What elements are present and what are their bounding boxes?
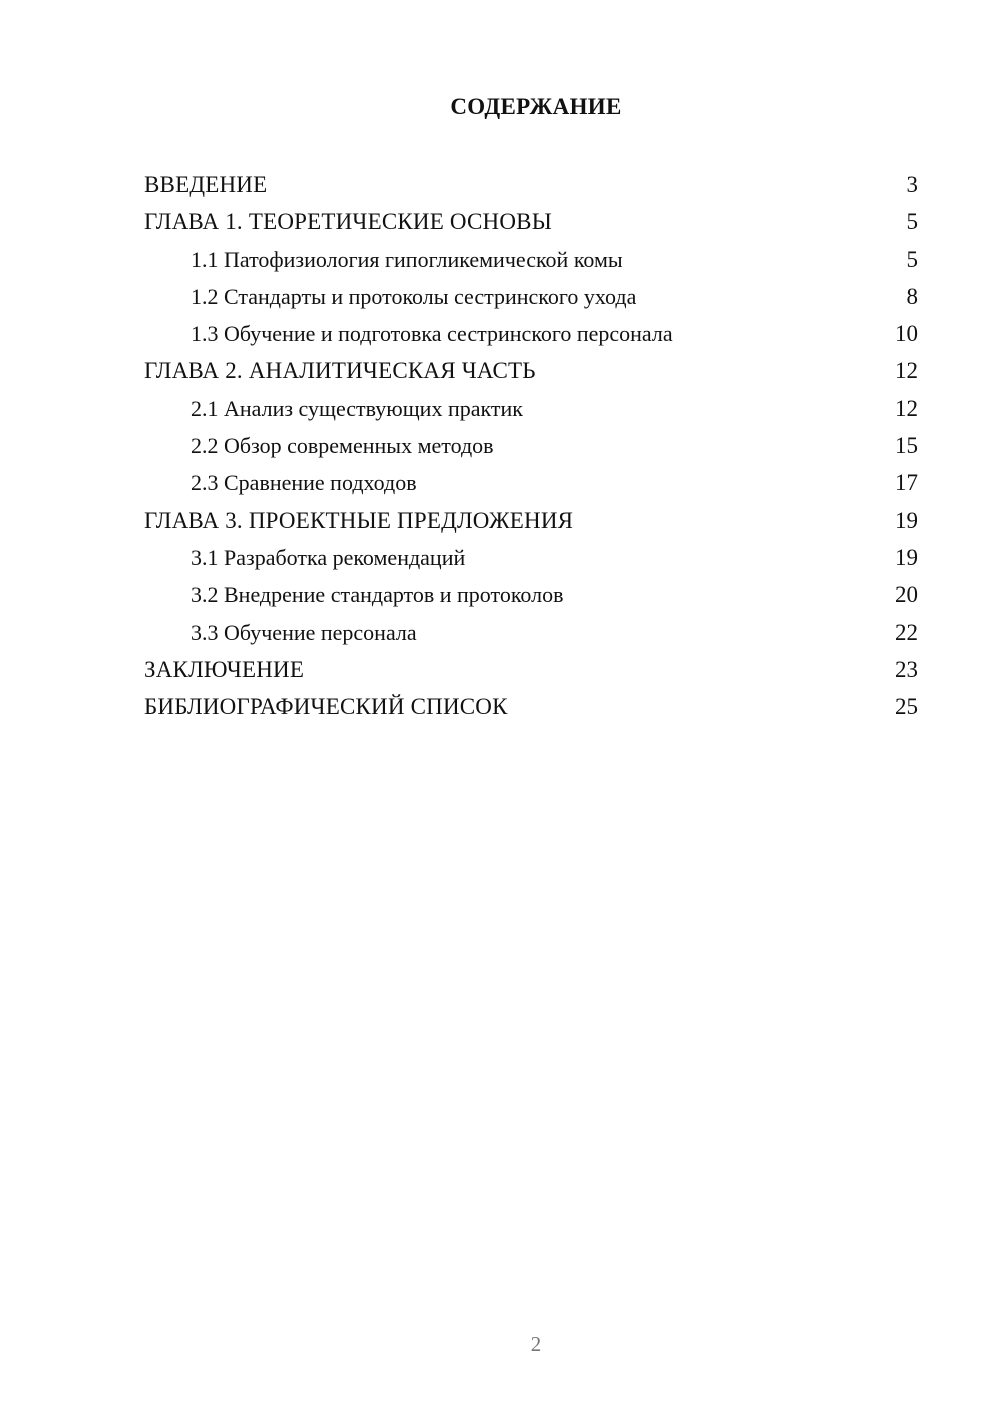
toc-entry-text: ГЛАВА 3. ПРОЕКТНЫЕ ПРЕДЛОЖЕНИЯ: [144, 507, 574, 533]
toc-entry-page: 5: [906, 246, 918, 272]
toc-entry-page: 19: [895, 507, 918, 533]
toc-entry-page: 25: [895, 694, 918, 720]
toc-entry-page: 12: [895, 395, 918, 421]
toc-entry-chapter-2[interactable]: [144, 352, 918, 389]
toc-entry-text: 3.2 Внедрение стандартов и протоколов: [191, 582, 564, 608]
toc-entry-section-3-1[interactable]: [144, 539, 918, 576]
toc-entry-page: 19: [895, 544, 918, 570]
toc-entry-text: 3.3 Обучение персонала: [191, 619, 417, 645]
toc-entry-page: 20: [895, 582, 918, 608]
toc-entry-text: 2.1 Анализ существующих практик: [191, 395, 523, 421]
toc-entry-text: БИБЛИОГРАФИЧЕСКИЙ СПИСОК: [144, 694, 508, 720]
toc-entry-conclusion[interactable]: [144, 651, 918, 688]
toc-entry-section-1-2[interactable]: [144, 278, 918, 315]
page-title: СОДЕРЖАНИЕ: [450, 94, 622, 119]
toc-entry-bibliography[interactable]: [144, 688, 918, 725]
toc-entry-page: 10: [895, 321, 918, 347]
toc-entry-page: 12: [895, 358, 918, 384]
toc-entry-page: 17: [895, 470, 918, 496]
toc-entry-text: 3.1 Разработка рекомендаций: [191, 544, 466, 570]
toc-entry-text: 1.1 Патофизиология гипогликемической комы: [191, 246, 623, 272]
toc-entry-page: 23: [895, 656, 918, 682]
toc-entry-chapter-1[interactable]: [144, 203, 918, 240]
toc-entry-page: 5: [906, 209, 918, 235]
toc-entry-text: ГЛАВА 2. АНАЛИТИЧЕСКАЯ ЧАСТЬ: [144, 358, 536, 384]
toc-entry-section-1-1[interactable]: [144, 241, 918, 278]
toc-entry-text: ВВЕДЕНИЕ: [144, 172, 268, 197]
toc-entry-page: 15: [895, 433, 918, 459]
toc-entry-section-2-1[interactable]: [144, 390, 918, 427]
toc-entry-text: 1.3 Обучение и подготовка сестринского персонала: [191, 321, 673, 347]
page-number: 2: [530, 1332, 542, 1356]
toc-entry-text: ЗАКЛЮЧЕНИЕ: [144, 656, 305, 682]
toc-entry-chapter-3[interactable]: [144, 502, 918, 539]
toc-entry-section-2-3[interactable]: [144, 464, 918, 501]
toc-entry-introduction[interactable]: [144, 166, 918, 203]
table-of-contents: [144, 166, 918, 725]
toc-entry-text: 2.2 Обзор современных методов: [191, 433, 494, 459]
toc-entry-section-1-3[interactable]: [144, 315, 918, 352]
toc-entry-text: 2.3 Сравнение подходов: [191, 470, 417, 496]
toc-entry-text: 1.2 Стандарты и протоколы сестринского ухода: [191, 283, 637, 309]
toc-entry-section-3-3[interactable]: [144, 614, 918, 651]
toc-entry-section-2-2[interactable]: [144, 427, 918, 464]
toc-entry-section-3-2[interactable]: [144, 576, 918, 613]
toc-entry-text: ГЛАВА 1. ТЕОРЕТИЧЕСКИЕ ОСНОВЫ: [144, 209, 552, 235]
toc-entry-page: 3: [906, 172, 918, 197]
toc-entry-page: 8: [906, 283, 918, 309]
toc-entry-page: 22: [895, 619, 918, 645]
